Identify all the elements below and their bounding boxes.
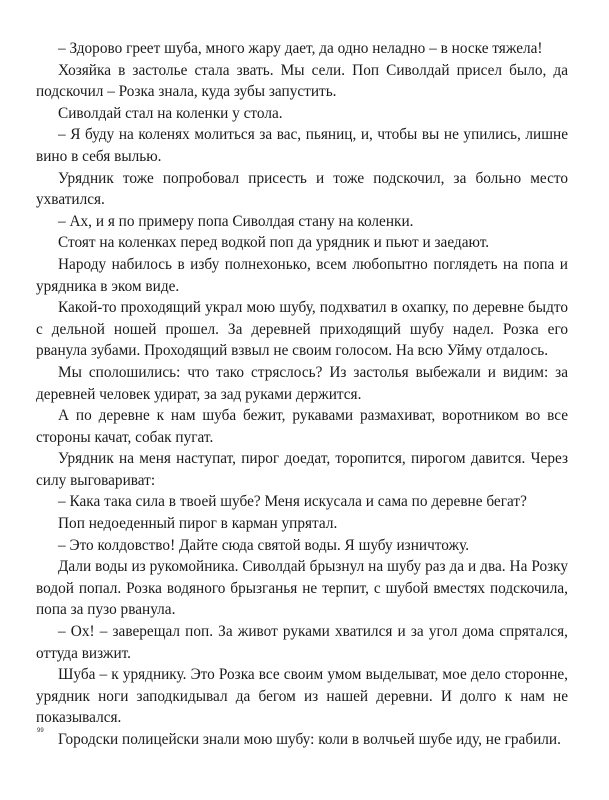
paragraph: Народу набилось в избу полнехонько, всем любопытно поглядеть на попа и урядника в эком виде. [36, 255, 568, 295]
paragraph: Дали воды из рукомойника. Сиволдай брызнул на шубу раз да и два. На Розку водой попал. Розка водяного брызганья не терпит, с шубой вместях подскочила, попа за пузо рванула. [36, 558, 568, 619]
paragraph: Шуба – к уряднику. Это Розка все своим умом выделыват, мое дело сторонне, урядник ноги заподкидывал да бегом из нашей деревни. И долго к нам не показывался. [36, 666, 568, 727]
paragraph: – Ах, и я по примеру попа Сиволдая стану на коленки. [58, 212, 414, 230]
paragraph: – Кака така сила в твоей шубе? Меня искусала и сама по деревне бегат? [58, 493, 527, 511]
paragraph: Хозяйка в застолье стала звать. Мы сели. Поп Сиволдай присел было, да подскочил – Розка знала, куда зубы запустить. [36, 61, 568, 101]
paragraph: Городски полицейски знали мою шубу: коли в волчьей шубе иду, не грабили. [58, 731, 561, 748]
paragraph: – Это колдовство! Дайте сюда святой воды. Я шубу изничтожу. [58, 536, 470, 554]
paragraph: А по деревне к нам шуба бежит, рукавами размахиват, воротником во все стороны качат, собак пугат. [36, 407, 568, 446]
paragraph: Сиволдай стал на коленки у стола. [58, 104, 283, 122]
paragraph: Урядник тоже попробовал присесть и тоже подскочил, за больно место ухватился. [36, 169, 568, 209]
page-number: 99 [37, 728, 44, 734]
page-body [36, 38, 568, 751]
paragraph: Поп недоеденный пирог в карман упрятал. [58, 515, 338, 533]
paragraph: – Здорово греет шуба, много жару дает, да одно неладно – в носке тяжела! [58, 40, 543, 57]
paragraph: – Ох! – заверещал поп. За живот руками хватился и за угол дома спрятался, оттуда визжит. [36, 623, 568, 662]
paragraph: Какой-то проходящий украл мою шубу, подхватил в охапку, по деревне быдто с дельной ношей прошел. За деревней приходящий шубу надел. Розка его рванула зубами. Проходящий взвыл не своим голосом. На всю Уйму отдалось. [36, 299, 568, 360]
paragraph: Стоят на коленках перед водкой поп да урядник и пьют и заедают. [58, 234, 490, 252]
paragraph: – Я буду на коленях молиться за вас, пьяниц, и, чтобы вы не упились, лишне вино в себя вылью. [36, 126, 568, 165]
paragraph: Урядник на меня наступат, пирог доедат, торопится, пирогом давится. Через силу выговариват: [36, 450, 568, 489]
paragraph: Мы сполошились: что тако стряслось? Из застолья выбежали и видим: за деревней человек удират, за зад руками держится. [36, 363, 568, 403]
